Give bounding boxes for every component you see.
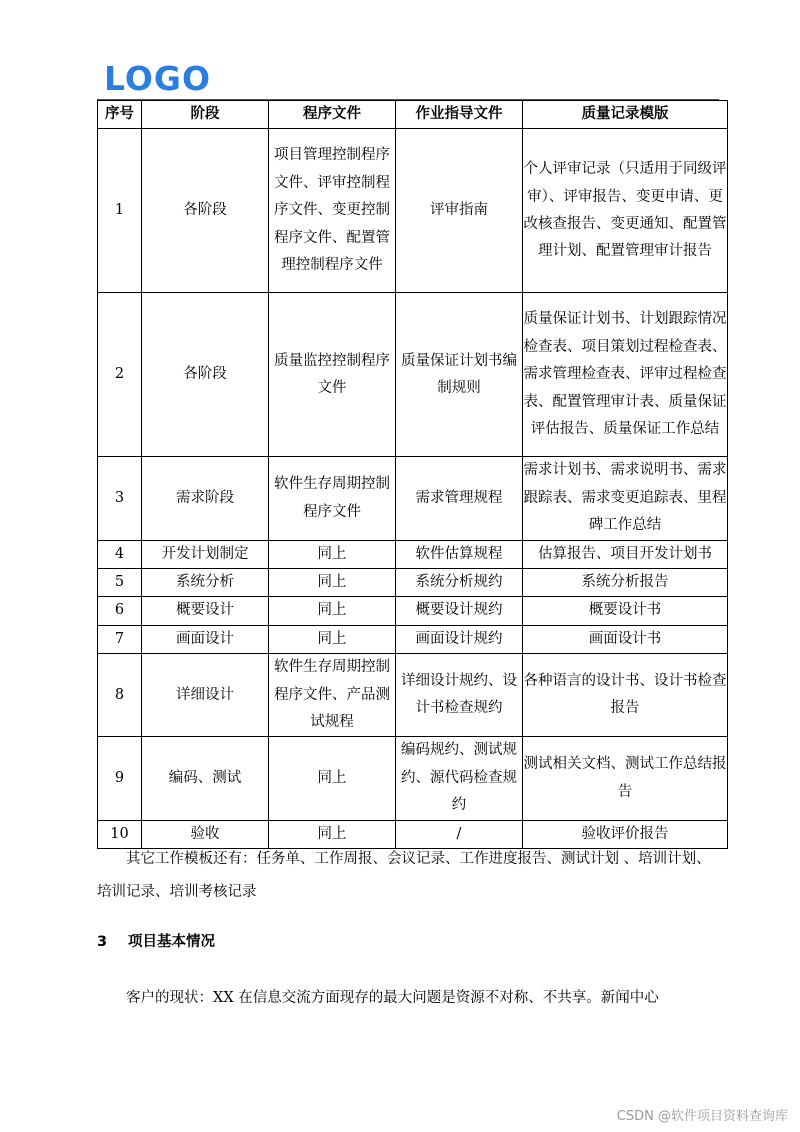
cell-record: 质量保证计划书、计划跟踪情况检查表、项目策划过程检查表、需求管理检查表、评审过程检查表、配置管理审计表、质量保证评估报告、质量保证工作总结 <box>523 293 728 457</box>
cell-record: 个人评审记录（只适用于同级评审）、评审报告、变更申请、更改核查报告、变更通知、配置管理计划、配置管理审计报告 <box>523 129 728 293</box>
cell-procedure: 同上 <box>269 625 396 653</box>
table-row <box>98 457 728 540</box>
table-row <box>98 293 728 457</box>
section-number: 3 <box>97 934 108 950</box>
cell-guide: 质量保证计划书编制规则 <box>396 293 523 457</box>
section-heading <box>97 930 215 951</box>
cell-stage: 概要设计 <box>142 597 269 625</box>
table-header-row <box>98 101 728 129</box>
cell-no: 3 <box>98 457 142 540</box>
table-row <box>98 597 728 625</box>
cell-guide: 画面设计规约 <box>396 625 523 653</box>
cell-guide: 评审指南 <box>396 129 523 293</box>
cell-guide: 详细设计规约、设计书检查规约 <box>396 654 523 737</box>
header-procedure-file: 程序文件 <box>269 101 396 129</box>
cell-no: 6 <box>98 597 142 625</box>
cell-stage: 验收 <box>142 820 269 848</box>
cell-no: 1 <box>98 129 142 293</box>
cell-record: 验收评价报告 <box>523 820 728 848</box>
cell-record: 估算报告、项目开发计划书 <box>523 540 728 568</box>
cell-stage: 各阶段 <box>142 129 269 293</box>
cell-stage: 系统分析 <box>142 569 269 597</box>
cell-procedure: 软件生存周期控制程序文件 <box>269 457 396 540</box>
cell-record: 概要设计书 <box>523 597 728 625</box>
cell-procedure: 项目管理控制程序文件、评审控制程序文件、变更控制程序文件、配置管理控制程序文件 <box>269 129 396 293</box>
cell-stage: 画面设计 <box>142 625 269 653</box>
other-templates-paragraph: 其它工作模板还有：任务单、工作周报、会议记录、工作进度报告、测试计划 、培训计划、培训记录、培训考核记录 <box>97 851 711 900</box>
cell-no: 9 <box>98 737 142 820</box>
cell-stage: 详细设计 <box>142 654 269 737</box>
cell-stage: 需求阶段 <box>142 457 269 540</box>
cell-stage: 编码、测试 <box>142 737 269 820</box>
table-row <box>98 569 728 597</box>
cell-no: 10 <box>98 820 142 848</box>
cell-guide: 需求管理规程 <box>396 457 523 540</box>
cell-record: 测试相关文档、测试工作总结报告 <box>523 737 728 820</box>
cell-record: 系统分析报告 <box>523 569 728 597</box>
cell-record: 需求计划书、需求说明书、需求跟踪表、需求变更追踪表、里程碑工作总结 <box>523 457 728 540</box>
header-guide-file: 作业指导文件 <box>396 101 523 129</box>
cell-stage: 开发计划制定 <box>142 540 269 568</box>
cell-guide: 概要设计规约 <box>396 597 523 625</box>
cell-procedure: 同上 <box>269 540 396 568</box>
cell-procedure: 同上 <box>269 569 396 597</box>
table-row <box>98 540 728 568</box>
section-title: 项目基本情况 <box>128 934 215 950</box>
cell-guide: 系统分析规约 <box>396 569 523 597</box>
cell-guide: 软件估算规程 <box>396 540 523 568</box>
cell-stage: 各阶段 <box>142 293 269 457</box>
cell-no: 2 <box>98 293 142 457</box>
table-row <box>98 129 728 293</box>
cell-guide: / <box>396 820 523 848</box>
cell-procedure: 同上 <box>269 737 396 820</box>
logo: LOGO <box>104 59 212 98</box>
cell-no: 7 <box>98 625 142 653</box>
cell-record: 画面设计书 <box>523 625 728 653</box>
header-quality-record: 质量记录模版 <box>523 101 728 129</box>
table-row <box>98 737 728 820</box>
process-document-table <box>97 100 728 849</box>
cell-procedure: 软件生存周期控制程序文件、产品测试规程 <box>269 654 396 737</box>
body-paragraph: 客户的现状：XX 在信息交流方面现存的最大问题是资源不对称、不共享。新闻中心 <box>126 990 659 1006</box>
cell-guide: 编码规约、测试规约、源代码检查规约 <box>396 737 523 820</box>
cell-record: 各种语言的设计书、设计书检查报告 <box>523 654 728 737</box>
watermark: CSDN @软件项目资料查询库 <box>616 1109 788 1124</box>
header-no: 序号 <box>98 101 142 129</box>
cell-procedure: 同上 <box>269 820 396 848</box>
table-row <box>98 625 728 653</box>
cell-no: 8 <box>98 654 142 737</box>
table-row <box>98 654 728 737</box>
cell-no: 5 <box>98 569 142 597</box>
cell-procedure: 同上 <box>269 597 396 625</box>
header-stage: 阶段 <box>142 101 269 129</box>
cell-no: 4 <box>98 540 142 568</box>
cell-procedure: 质量监控控制程序文件 <box>269 293 396 457</box>
